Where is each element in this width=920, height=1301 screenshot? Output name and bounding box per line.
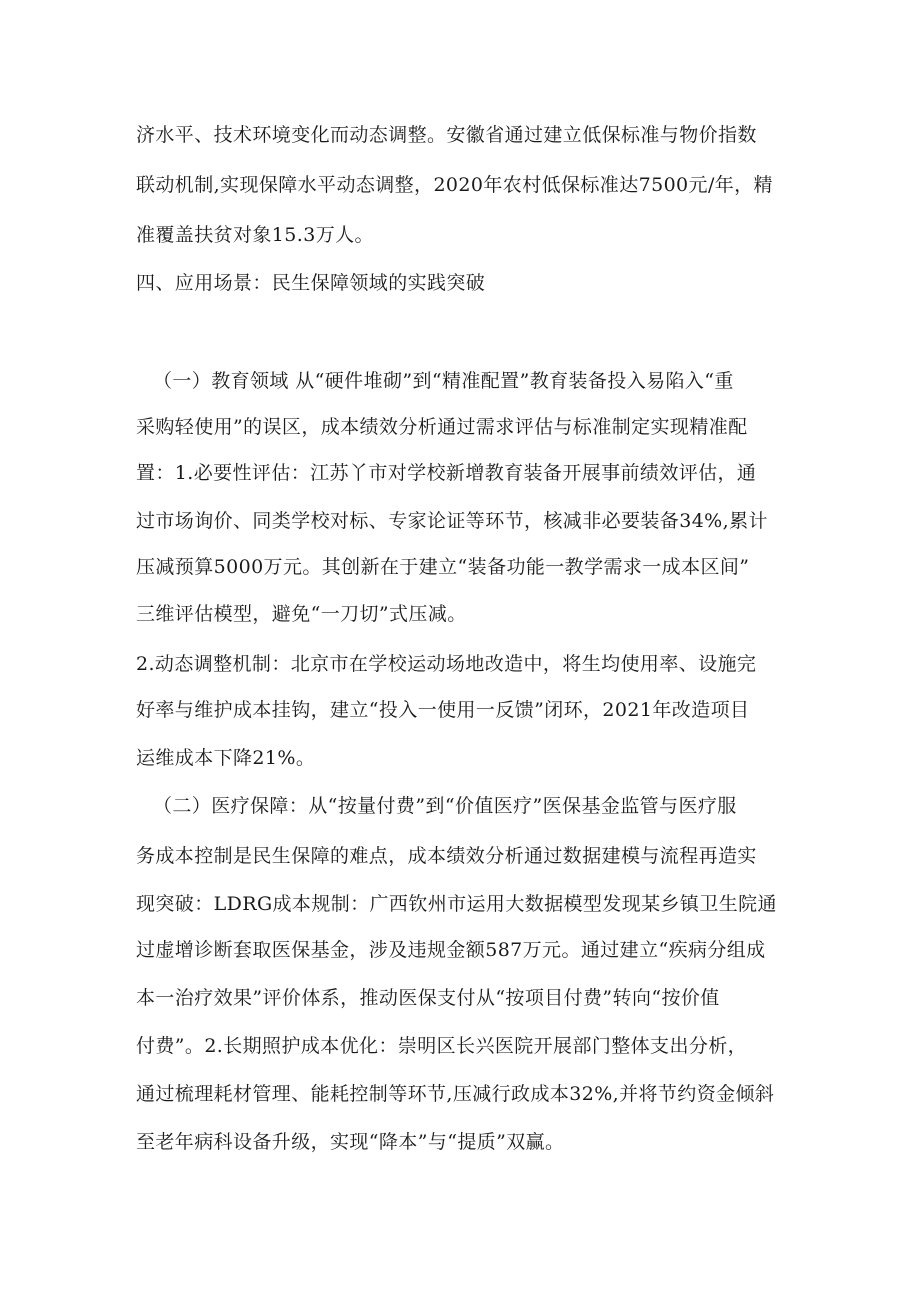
paragraph-4-line-7: 通过梳理耗材管理、能耗控制等环节,压减行政成本32%,并将节约资金倾斜 [136,1083,775,1105]
section-heading: 四、应用场景：民生保障领域的实践突破 [136,272,486,294]
paragraph-4-line-6: 付费”。2.长期照护成本优化：崇明区长兴医院开展部门整体支出分析， [136,1035,748,1057]
paragraph-2-line-5: 压减预算5000万元。其创新在于建立“装备功能一教学需求一成本区间” [136,556,750,578]
paragraph-2-line-3: 置：1.必要性评估：江苏丫市对学校新增教育装备开展事前绩效评估，通 [136,462,757,484]
paragraph-4-line-8: 至老年病科设备升级，实现“降本”与“提质”双赢。 [136,1131,565,1153]
paragraph-4-line-1: （二）医疗保障：从“按量付费”到“价值医疗”医保基金监管与医疗服 [153,795,737,817]
paragraph-4-line-2: 务成本控制是民生保障的难点，成本绩效分析通过数据建模与流程再造实 [136,845,757,867]
paragraph-2-line-4: 过市场询价、同类学校对标、专家论证等环节，核减非必要装备34%,累计 [136,510,768,532]
paragraph-4-line-5: 本一治疗效果”评价体系，推动医保支付从“按项目付费”转向“按价值 [136,987,720,1009]
paragraph-4-line-3: 现突破：LDRG成本规制：广西钦州市运用大数据模型发现某乡镇卫生院通 [136,893,777,915]
paragraph-3-line-2: 好率与维护成本挂钩，建立“投入一使用一反馈”闭环，2021年改造项目 [136,699,750,721]
paragraph-2-line-6: 三维评估模型，避免“一刀切”式压减。 [136,603,467,625]
paragraph-1-line-2: 联动机制,实现保障水平动态调整，2020年农村低保标准达7500元/年，精 [136,174,773,196]
paragraph-2-line-1: （一）教育领域 从“硬件堆砌”到“精准配置”教育装备投入易陷入“重 [153,370,734,392]
paragraph-2-line-2: 采购轻使用”的误区，成本绩效分析通过需求评估与标准制定实现精准配 [136,416,748,438]
paragraph-3-line-1: 2.动态调整机制：北京市在学校运动场地改造中，将生均使用率、设施完 [136,653,757,675]
paragraph-3-line-3: 运维成本下降21%。 [136,747,316,769]
paragraph-4-line-4: 过虚增诊断套取医保基金，涉及违规金额587万元。通过建立“疾病分组成 [136,939,766,961]
paragraph-1-line-3: 准覆盖扶贫对象15.3万人。 [136,224,374,246]
paragraph-1-line-1: 济水平、技术环境变化而动态调整。安徽省通过建立低保标准与物价指数 [136,124,757,146]
